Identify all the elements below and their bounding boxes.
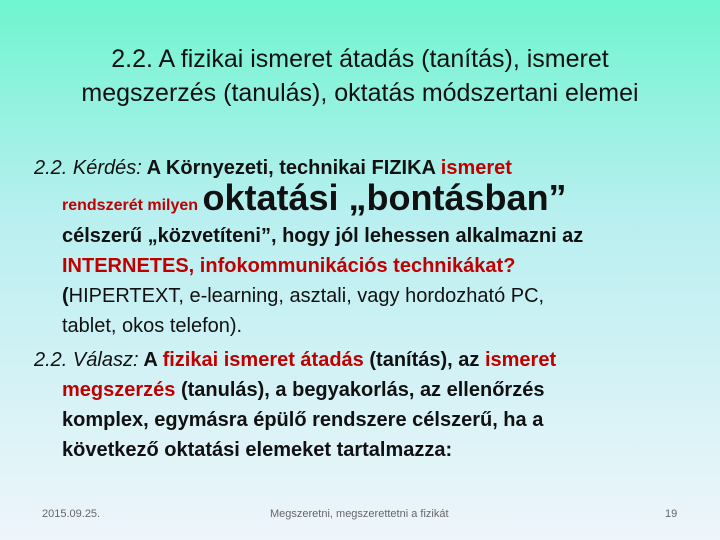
question-text-8: HIPERTEXT, e-learning, asztali, vagy hordozható PC, bbox=[68, 285, 545, 307]
slide-body bbox=[34, 153, 702, 465]
answer-text-5: megszerzés bbox=[62, 379, 176, 401]
slide-title bbox=[20, 42, 700, 110]
answer-text-7: komplex, egymásra épülő rendszere célszerű, ha a bbox=[62, 409, 544, 431]
footer-title: Megszeretni, megszerettetni a fizikát bbox=[270, 508, 449, 520]
answer-text-6: (tanulás), a begyakorlás, az ellenőrzés bbox=[175, 379, 545, 401]
footer-page-number: 19 bbox=[665, 508, 678, 520]
question-text-4: oktatási „bontásban” bbox=[202, 177, 567, 218]
answer-label: 2.2. Válasz: bbox=[34, 349, 139, 371]
question-text-5: célszerű „közvetíteni”, hogy jól lehessen alkalmazni az bbox=[62, 225, 584, 247]
question-text-9: tablet, okos telefon). bbox=[62, 315, 243, 337]
answer-text-4: ismeret bbox=[484, 349, 557, 371]
footer-date: 2015.09.25. bbox=[42, 508, 101, 520]
question-paragraph bbox=[34, 153, 702, 341]
question-text-6: INTERNETES, infokommunikációs technikákat? bbox=[62, 255, 516, 277]
question-text-1: A Környezeti, technikai FIZIKA bbox=[141, 157, 441, 179]
title-line-1: 2.2. A fizikai ismeret átadás (tanítás), ismeret bbox=[111, 45, 609, 73]
question-text-7: ( bbox=[62, 285, 69, 307]
question-text-3: rendszerét milyen bbox=[62, 197, 203, 214]
answer-text-1: A bbox=[138, 349, 163, 371]
question-text-2: ismeret bbox=[440, 157, 512, 179]
title-line-2: megszerzés (tanulás), oktatás módszertani elemei bbox=[81, 79, 639, 107]
answer-text-2: fizikai ismeret átadás bbox=[162, 349, 364, 371]
answer-text-3: (tanítás), az bbox=[363, 349, 485, 371]
answer-text-8: következő oktatási elemeket tartalmazza: bbox=[62, 439, 453, 461]
answer-paragraph bbox=[34, 345, 702, 465]
question-label: 2.2. Kérdés: bbox=[34, 157, 142, 179]
